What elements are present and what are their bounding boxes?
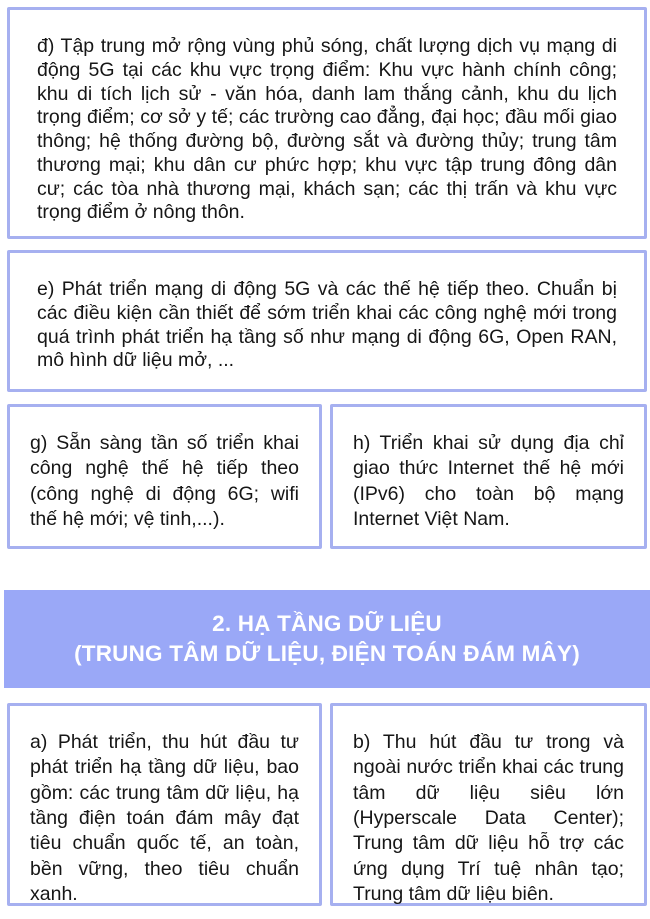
section-box-h <box>330 404 647 549</box>
section-box-a <box>7 703 322 906</box>
banner-title-line1: 2. HẠ TẦNG DỮ LIỆU <box>212 611 442 636</box>
section-banner-data-infrastructure <box>4 590 650 688</box>
paragraph-e: e) Phát triển mạng di động 5G và các thế hệ tiếp theo. Chuẩn bị các điều kiện cần thiết để sớm triển khai các công nghệ mới trong quá trình phát triển hạ tầng số như mạng di động 6G, Open RAN, mô hình dữ liệu mở, ... <box>37 278 617 372</box>
section-box-b <box>330 703 647 906</box>
section-box-d <box>7 7 647 239</box>
paragraph-a: a) Phát triển, thu hút đầu tư phát triển hạ tầng dữ liệu, bao gồm: các trung tâm dữ liệu, hạ tầng điện toán đám mây đạt tiêu chuẩn quốc tế, an toàn, bền vững, theo tiêu chuẩn xanh. <box>30 731 299 906</box>
paragraph-h: h) Triển khai sử dụng địa chỉ giao thức Internet thế hệ mới (IPv6) cho toàn bộ mạng Internet Việt Nam. <box>353 432 624 531</box>
section-box-e <box>7 250 647 392</box>
paragraph-g: g) Sẵn sàng tần số triển khai công nghệ thế hệ tiếp theo (công nghệ di động 6G; wifi thế hệ mới; vệ tinh,...). <box>30 432 299 531</box>
paragraph-b: b) Thu hút đầu tư trong và ngoài nước triển khai các trung tâm dữ liệu siêu lớn (Hyperscale Data Center); Trung tâm dữ liệu hỗ trợ các ứng dụng Trí tuệ nhân tạo; Trung tâm dữ liệu biên. <box>353 731 624 906</box>
section-box-g <box>7 404 322 549</box>
paragraph-d: đ) Tập trung mở rộng vùng phủ sóng, chất lượng dịch vụ mạng di động 5G tại các khu vực trọng điểm: Khu vực hành chính công; khu di tích lịch sử - văn hóa, danh lam thắng cảnh, khu du lịch trọng điểm; cơ sở y tế; các trường cao đẳng, đại học; đầu mối giao thông; hệ thống đường bộ, đường sắt và đường thủy; trung tâm thương mại; khu dân cư phức hợp; khu vực tập trung đông dân cư; các tòa nhà thương mại, khách sạn; các thị trấn và khu vực trọng điểm ở nông thôn. <box>37 35 617 224</box>
banner-title-line2: (TRUNG TÂM DỮ LIỆU, ĐIỆN TOÁN ĐÁM MÂY) <box>74 641 580 666</box>
